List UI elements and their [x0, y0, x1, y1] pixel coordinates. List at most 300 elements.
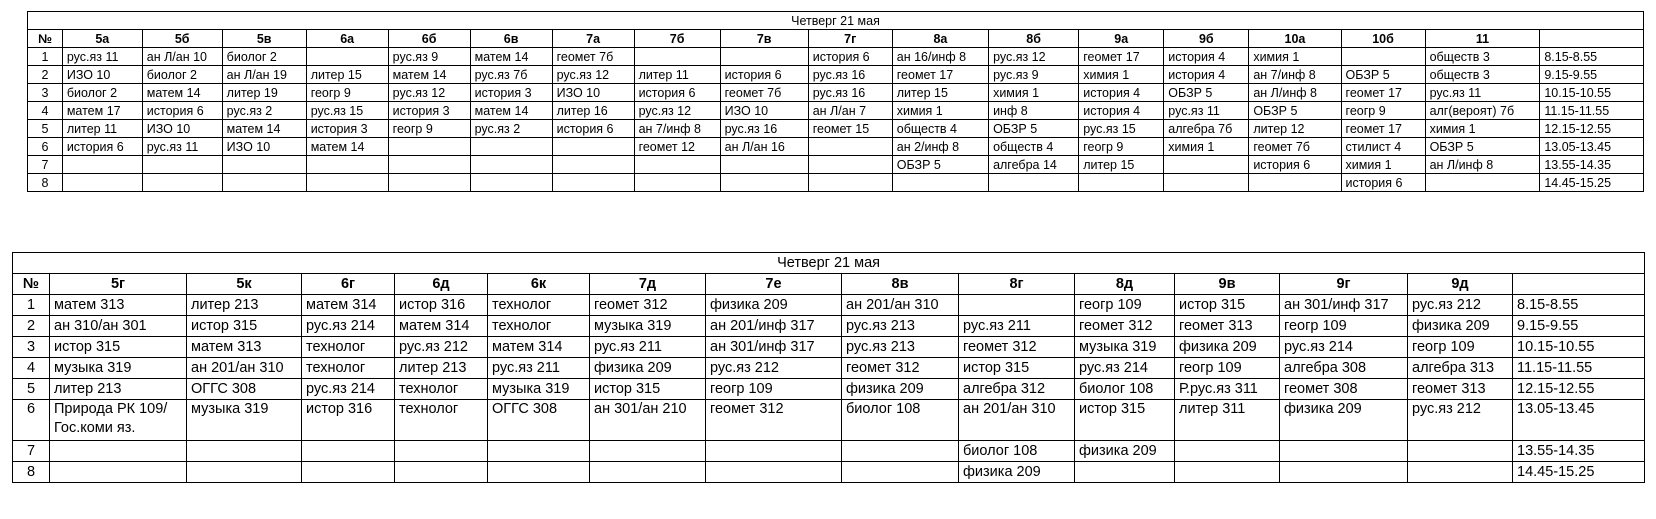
lesson-cell: история 6 [634, 84, 720, 102]
lesson-cell [1408, 441, 1513, 462]
lesson-cell: история 6 [62, 138, 142, 156]
lesson-cell: ан Л/инф 8 [1249, 84, 1341, 102]
lesson-cell: рус.яз 211 [488, 358, 590, 379]
lesson-cell: геогр 109 [1075, 295, 1175, 316]
lesson-time: 13.55-14.35 [1513, 441, 1645, 462]
lesson-time: 14.45-15.25 [1513, 462, 1645, 483]
header-class-9б: 9б [1164, 30, 1249, 48]
lesson-cell: геомет 312 [590, 295, 706, 316]
lesson-cell: геогр 9 [306, 84, 388, 102]
lesson-cell [1425, 174, 1540, 192]
lesson-time: 13.55-14.35 [1540, 156, 1644, 174]
lesson-cell [552, 156, 634, 174]
lesson-time: 13.05-13.45 [1540, 138, 1644, 156]
lesson-cell [590, 441, 706, 462]
table-row [28, 174, 1644, 192]
lesson-cell [470, 174, 552, 192]
lesson-cell: химия 1 [1079, 66, 1164, 84]
table-row [28, 66, 1644, 84]
lesson-cell [1079, 174, 1164, 192]
table-row [28, 120, 1644, 138]
lesson-cell: геомет 17 [1341, 84, 1425, 102]
lesson-cell [50, 462, 187, 483]
lesson-cell: истор 315 [1175, 295, 1280, 316]
lesson-cell: ан 7/инф 8 [634, 120, 720, 138]
lesson-cell: ан Л/ан 19 [222, 66, 306, 84]
lesson-cell: матем 14 [222, 120, 306, 138]
lesson-cell: геомет 12 [634, 138, 720, 156]
lesson-cell: химия 1 [1164, 138, 1249, 156]
lesson-number: 5 [28, 120, 63, 138]
lesson-cell [1280, 441, 1408, 462]
header-class-7е: 7е [706, 274, 842, 295]
lesson-cell: матем 14 [306, 138, 388, 156]
header-class-8в: 8в [842, 274, 959, 295]
lesson-cell: геомет 17 [892, 66, 988, 84]
header-class-8д: 8д [1075, 274, 1175, 295]
lesson-cell [62, 156, 142, 174]
lesson-cell: рус.яз 12 [552, 66, 634, 84]
header-class-5к: 5к [187, 274, 302, 295]
lesson-cell: история 4 [1079, 102, 1164, 120]
header-class-9д: 9д [1408, 274, 1513, 295]
lesson-cell: геогр 9 [1079, 138, 1164, 156]
lesson-cell: музыка 319 [590, 316, 706, 337]
lesson-cell: история 6 [142, 102, 222, 120]
lesson-cell [720, 156, 808, 174]
lesson-cell: истор 315 [1075, 400, 1175, 441]
lesson-cell: ОБЗР 5 [1164, 84, 1249, 102]
lesson-cell [142, 174, 222, 192]
lesson-cell: рус.яз 11 [1425, 84, 1540, 102]
lesson-cell: рус.яз 214 [302, 316, 395, 337]
table-row [13, 358, 1645, 379]
header-class-8б: 8б [989, 30, 1079, 48]
lesson-cell: истор 315 [590, 379, 706, 400]
lesson-cell: ан Л/ан 16 [720, 138, 808, 156]
header-class-6к: 6к [488, 274, 590, 295]
lesson-time: 8.15-8.55 [1513, 295, 1645, 316]
lesson-cell: биолог 2 [142, 66, 222, 84]
lesson-time: 12.15-12.55 [1540, 120, 1644, 138]
lesson-cell: биолог 108 [1075, 379, 1175, 400]
lesson-cell: литер 213 [395, 358, 488, 379]
lesson-cell: матем 14 [470, 102, 552, 120]
lesson-cell [842, 462, 959, 483]
lesson-cell: музыка 319 [50, 358, 187, 379]
lesson-cell: физика 209 [1280, 400, 1408, 441]
lesson-cell [1280, 462, 1408, 483]
header-class-7б: 7б [634, 30, 720, 48]
lesson-cell: физика 209 [1075, 441, 1175, 462]
lesson-number: 2 [28, 66, 63, 84]
lesson-cell: музыка 319 [488, 379, 590, 400]
lesson-time: 11.15-11.55 [1513, 358, 1645, 379]
header-class-6д: 6д [395, 274, 488, 295]
lesson-cell: ан 310/ан 301 [50, 316, 187, 337]
lesson-cell: литер 16 [552, 102, 634, 120]
lesson-cell: ан 201/ан 310 [959, 400, 1075, 441]
lesson-cell: ИЗО 10 [552, 84, 634, 102]
table-row [28, 138, 1644, 156]
header-class-9г: 9г [1280, 274, 1408, 295]
lesson-cell: ан 301/ан 210 [590, 400, 706, 441]
lesson-cell: алгебра 308 [1280, 358, 1408, 379]
header-class-6в: 6в [470, 30, 552, 48]
lesson-cell [395, 441, 488, 462]
lesson-cell [142, 156, 222, 174]
lesson-cell: ОБЗР 5 [892, 156, 988, 174]
lesson-cell: рус.яз 16 [808, 66, 892, 84]
lesson-cell: химия 1 [1425, 120, 1540, 138]
lesson-cell: литер 15 [306, 66, 388, 84]
lesson-cell: геомет 313 [1175, 316, 1280, 337]
lesson-cell [306, 48, 388, 66]
lesson-number: 1 [13, 295, 50, 316]
lesson-cell: матем 313 [187, 337, 302, 358]
table-row [13, 400, 1645, 441]
lesson-cell: рус.яз 211 [959, 316, 1075, 337]
lesson-cell: ОБЗР 5 [1341, 66, 1425, 84]
lesson-cell: история 6 [720, 66, 808, 84]
lesson-number: 4 [13, 358, 50, 379]
lesson-cell [187, 441, 302, 462]
lesson-cell [1075, 462, 1175, 483]
lesson-cell: физика 209 [1175, 337, 1280, 358]
lesson-cell: рус.яз 12 [989, 48, 1079, 66]
header-class-7а: 7а [552, 30, 634, 48]
lesson-cell [552, 138, 634, 156]
table-row [28, 102, 1644, 120]
lesson-cell: ан 201/инф 317 [706, 316, 842, 337]
timetable-1 [27, 11, 1644, 192]
lesson-cell: история 6 [552, 120, 634, 138]
lesson-cell [552, 174, 634, 192]
lesson-cell: геогр 109 [1280, 316, 1408, 337]
lesson-cell: ан 301/инф 317 [1280, 295, 1408, 316]
lesson-cell: матем 17 [62, 102, 142, 120]
lesson-cell: ан 301/инф 317 [706, 337, 842, 358]
lesson-cell [1249, 174, 1341, 192]
lesson-cell: технолог [395, 400, 488, 441]
lesson-cell: литер 12 [1249, 120, 1341, 138]
lesson-cell [720, 48, 808, 66]
header-class-8а: 8а [892, 30, 988, 48]
lesson-cell: рус.яз 9 [989, 66, 1079, 84]
lesson-cell: музыка 319 [187, 400, 302, 441]
lesson-cell: литер 11 [634, 66, 720, 84]
header-class-7в: 7в [720, 30, 808, 48]
lesson-cell: истор 315 [187, 316, 302, 337]
lesson-number: 7 [28, 156, 63, 174]
lesson-cell [306, 174, 388, 192]
lesson-number: 2 [13, 316, 50, 337]
lesson-cell: биолог 108 [959, 441, 1075, 462]
lesson-cell: истор 316 [395, 295, 488, 316]
lesson-cell: литер 15 [892, 84, 988, 102]
lesson-cell [842, 441, 959, 462]
lesson-cell: рус.яз 212 [706, 358, 842, 379]
lesson-cell: ан 201/ан 310 [187, 358, 302, 379]
lesson-cell [720, 174, 808, 192]
lesson-cell: матем 314 [488, 337, 590, 358]
lesson-number: 6 [13, 400, 50, 441]
lesson-cell [395, 462, 488, 483]
header-class-6б: 6б [388, 30, 470, 48]
lesson-cell: история 3 [470, 84, 552, 102]
lesson-cell [62, 174, 142, 192]
lesson-time: 11.15-11.55 [1540, 102, 1644, 120]
lesson-cell [470, 156, 552, 174]
lesson-cell [706, 462, 842, 483]
lesson-cell: ОБЗР 5 [1249, 102, 1341, 120]
lesson-cell: рус.яз 16 [720, 120, 808, 138]
lesson-cell: ИЗО 10 [142, 120, 222, 138]
lesson-cell: рус.яз 212 [1408, 295, 1513, 316]
lesson-cell: ОБЗР 5 [1425, 138, 1540, 156]
lesson-cell: литер 213 [187, 295, 302, 316]
lesson-cell: рус.яз 2 [470, 120, 552, 138]
lesson-number: 3 [13, 337, 50, 358]
lesson-cell: рус.яз 12 [388, 84, 470, 102]
lesson-cell: геомет 17 [1341, 120, 1425, 138]
lesson-cell: истор 315 [959, 358, 1075, 379]
lesson-cell: литер 11 [62, 120, 142, 138]
lesson-cell: ОГГС 308 [187, 379, 302, 400]
header-class-5в: 5в [222, 30, 306, 48]
lesson-time: 9.15-9.55 [1513, 316, 1645, 337]
lesson-time: 10.15-10.55 [1513, 337, 1645, 358]
timetable-2 [12, 252, 1645, 483]
lesson-cell: физика 209 [959, 462, 1075, 483]
lesson-cell: геогр 9 [388, 120, 470, 138]
lesson-cell: геомет 15 [808, 120, 892, 138]
table-row [13, 441, 1645, 462]
lesson-number: 4 [28, 102, 63, 120]
lesson-cell: литер 15 [1079, 156, 1164, 174]
lesson-cell [706, 441, 842, 462]
lesson-cell: рус.яз 212 [395, 337, 488, 358]
lesson-cell: обществ 3 [1425, 66, 1540, 84]
header-class-6а: 6а [306, 30, 388, 48]
lesson-cell: рус.яз 214 [302, 379, 395, 400]
lesson-cell: технолог [302, 337, 395, 358]
header-class-8г: 8г [959, 274, 1075, 295]
lesson-time: 9.15-9.55 [1540, 66, 1644, 84]
lesson-cell: геомет 7б [552, 48, 634, 66]
lesson-cell: история 3 [306, 120, 388, 138]
lesson-cell: технолог [302, 358, 395, 379]
lesson-cell: музыка 319 [1075, 337, 1175, 358]
lesson-number: 8 [28, 174, 63, 192]
header-number: № [13, 274, 50, 295]
lesson-cell: рус.яз 214 [1280, 337, 1408, 358]
lesson-cell: матем 14 [470, 48, 552, 66]
lesson-cell [808, 174, 892, 192]
lesson-cell: геомет 308 [1280, 379, 1408, 400]
lesson-cell [222, 156, 306, 174]
lesson-cell [187, 462, 302, 483]
lesson-cell: физика 209 [706, 295, 842, 316]
lesson-cell: ОГГС 308 [488, 400, 590, 441]
header-row [13, 274, 1645, 295]
lesson-cell: геомет 312 [842, 358, 959, 379]
lesson-cell: рус.яз 214 [1075, 358, 1175, 379]
lesson-cell: ан 201/ан 310 [842, 295, 959, 316]
lesson-cell: история 4 [1164, 66, 1249, 84]
header-class-7д: 7д [590, 274, 706, 295]
lesson-cell [470, 138, 552, 156]
lesson-cell: рус.яз 212 [1408, 400, 1513, 441]
header-class-5б: 5б [142, 30, 222, 48]
lesson-cell [634, 174, 720, 192]
lesson-cell: геомет 7б [1249, 138, 1341, 156]
lesson-cell: матем 313 [50, 295, 187, 316]
table-row [28, 156, 1644, 174]
lesson-number: 7 [13, 441, 50, 462]
lesson-cell [388, 174, 470, 192]
lesson-number: 8 [13, 462, 50, 483]
table-title: Четверг 21 мая [13, 253, 1645, 274]
lesson-cell: геомет 313 [1408, 379, 1513, 400]
lesson-cell: рус.яз 2 [222, 102, 306, 120]
lesson-cell: ан Л/ан 7 [808, 102, 892, 120]
lesson-cell: геогр 9 [1341, 102, 1425, 120]
lesson-cell: технолог [395, 379, 488, 400]
lesson-time: 12.15-12.55 [1513, 379, 1645, 400]
lesson-cell [1164, 174, 1249, 192]
lesson-cell: история 3 [388, 102, 470, 120]
header-class-5а: 5а [62, 30, 142, 48]
lesson-cell: химия 1 [1341, 156, 1425, 174]
lesson-cell [892, 174, 988, 192]
lesson-cell: литер 19 [222, 84, 306, 102]
lesson-cell: рус.яз 211 [590, 337, 706, 358]
lesson-cell [808, 138, 892, 156]
lesson-cell: физика 209 [842, 379, 959, 400]
lesson-cell [1341, 48, 1425, 66]
lesson-cell [222, 174, 306, 192]
lesson-cell: геомет 312 [959, 337, 1075, 358]
lesson-cell: рус.яз 213 [842, 337, 959, 358]
lesson-cell: рус.яз 15 [306, 102, 388, 120]
lesson-cell: ан Л/ан 10 [142, 48, 222, 66]
lesson-cell: ан 2/инф 8 [892, 138, 988, 156]
header-number: № [28, 30, 63, 48]
lesson-cell [50, 441, 187, 462]
lesson-cell: история 6 [1341, 174, 1425, 192]
table-row [13, 295, 1645, 316]
lesson-cell: ОБЗР 5 [989, 120, 1079, 138]
lesson-cell: матем 314 [302, 295, 395, 316]
lesson-cell [1175, 441, 1280, 462]
lesson-time: 13.05-13.45 [1513, 400, 1645, 441]
lesson-cell: история 6 [1249, 156, 1341, 174]
lesson-cell: рус.яз 7б [470, 66, 552, 84]
lesson-cell: ИЗО 10 [720, 102, 808, 120]
lesson-cell: геомет 17 [1079, 48, 1164, 66]
lesson-cell: обществ 4 [989, 138, 1079, 156]
lesson-cell [306, 156, 388, 174]
lesson-cell [1175, 462, 1280, 483]
header-class-10а: 10а [1249, 30, 1341, 48]
table-title: Четверг 21 мая [28, 12, 1644, 30]
lesson-cell: ИЗО 10 [62, 66, 142, 84]
lesson-cell [634, 48, 720, 66]
lesson-cell: ИЗО 10 [222, 138, 306, 156]
lesson-cell: геогр 109 [706, 379, 842, 400]
lesson-cell [989, 174, 1079, 192]
lesson-cell [488, 441, 590, 462]
lesson-cell: алгебра 313 [1408, 358, 1513, 379]
header-class-7г: 7г [808, 30, 892, 48]
lesson-cell [302, 441, 395, 462]
lesson-cell [302, 462, 395, 483]
lesson-cell: матем 14 [388, 66, 470, 84]
lesson-cell: биолог 2 [222, 48, 306, 66]
lesson-cell: история 4 [1079, 84, 1164, 102]
lesson-time: 10.15-10.55 [1540, 84, 1644, 102]
lesson-cell: истор 316 [302, 400, 395, 441]
table-row [13, 379, 1645, 400]
header-class-9а: 9а [1079, 30, 1164, 48]
lesson-cell: рус.яз 12 [634, 102, 720, 120]
lesson-cell: матем 314 [395, 316, 488, 337]
lesson-cell: ан 16/инф 8 [892, 48, 988, 66]
lesson-cell: литер 213 [50, 379, 187, 400]
lesson-cell: истор 315 [50, 337, 187, 358]
lesson-cell: стилист 4 [1341, 138, 1425, 156]
lesson-cell: инф 8 [989, 102, 1079, 120]
lesson-cell: физика 209 [590, 358, 706, 379]
lesson-cell [1408, 462, 1513, 483]
table-row [13, 337, 1645, 358]
header-class-6г: 6г [302, 274, 395, 295]
header-class-10б: 10б [1341, 30, 1425, 48]
lesson-cell [634, 156, 720, 174]
lesson-cell: технолог [488, 295, 590, 316]
lesson-cell: алг(вероят) 7б [1425, 102, 1540, 120]
lesson-cell [959, 295, 1075, 316]
lesson-cell: Природа РК 109/ Гос.коми яз. [50, 400, 187, 441]
lesson-cell: история 6 [808, 48, 892, 66]
lesson-cell: геогр 109 [1175, 358, 1280, 379]
lesson-cell [488, 462, 590, 483]
lesson-cell: биолог 2 [62, 84, 142, 102]
lesson-time: 14.45-15.25 [1540, 174, 1644, 192]
lesson-cell: ан Л/инф 8 [1425, 156, 1540, 174]
lesson-cell: рус.яз 213 [842, 316, 959, 337]
header-time [1540, 30, 1644, 48]
lesson-cell: физика 209 [1408, 316, 1513, 337]
lesson-cell: химия 1 [892, 102, 988, 120]
lesson-cell: рус.яз 11 [62, 48, 142, 66]
lesson-cell: геогр 109 [1408, 337, 1513, 358]
header-class-11: 11 [1425, 30, 1540, 48]
lesson-cell: химия 1 [1249, 48, 1341, 66]
lesson-cell: литер 311 [1175, 400, 1280, 441]
lesson-cell: рус.яз 9 [388, 48, 470, 66]
lesson-number: 1 [28, 48, 63, 66]
table-row [28, 48, 1644, 66]
lesson-cell: алгебра 14 [989, 156, 1079, 174]
lesson-cell: Р.рус.яз 311 [1175, 379, 1280, 400]
lesson-cell [388, 156, 470, 174]
lesson-cell [388, 138, 470, 156]
lesson-cell: химия 1 [989, 84, 1079, 102]
lesson-cell: матем 14 [142, 84, 222, 102]
lesson-time: 8.15-8.55 [1540, 48, 1644, 66]
